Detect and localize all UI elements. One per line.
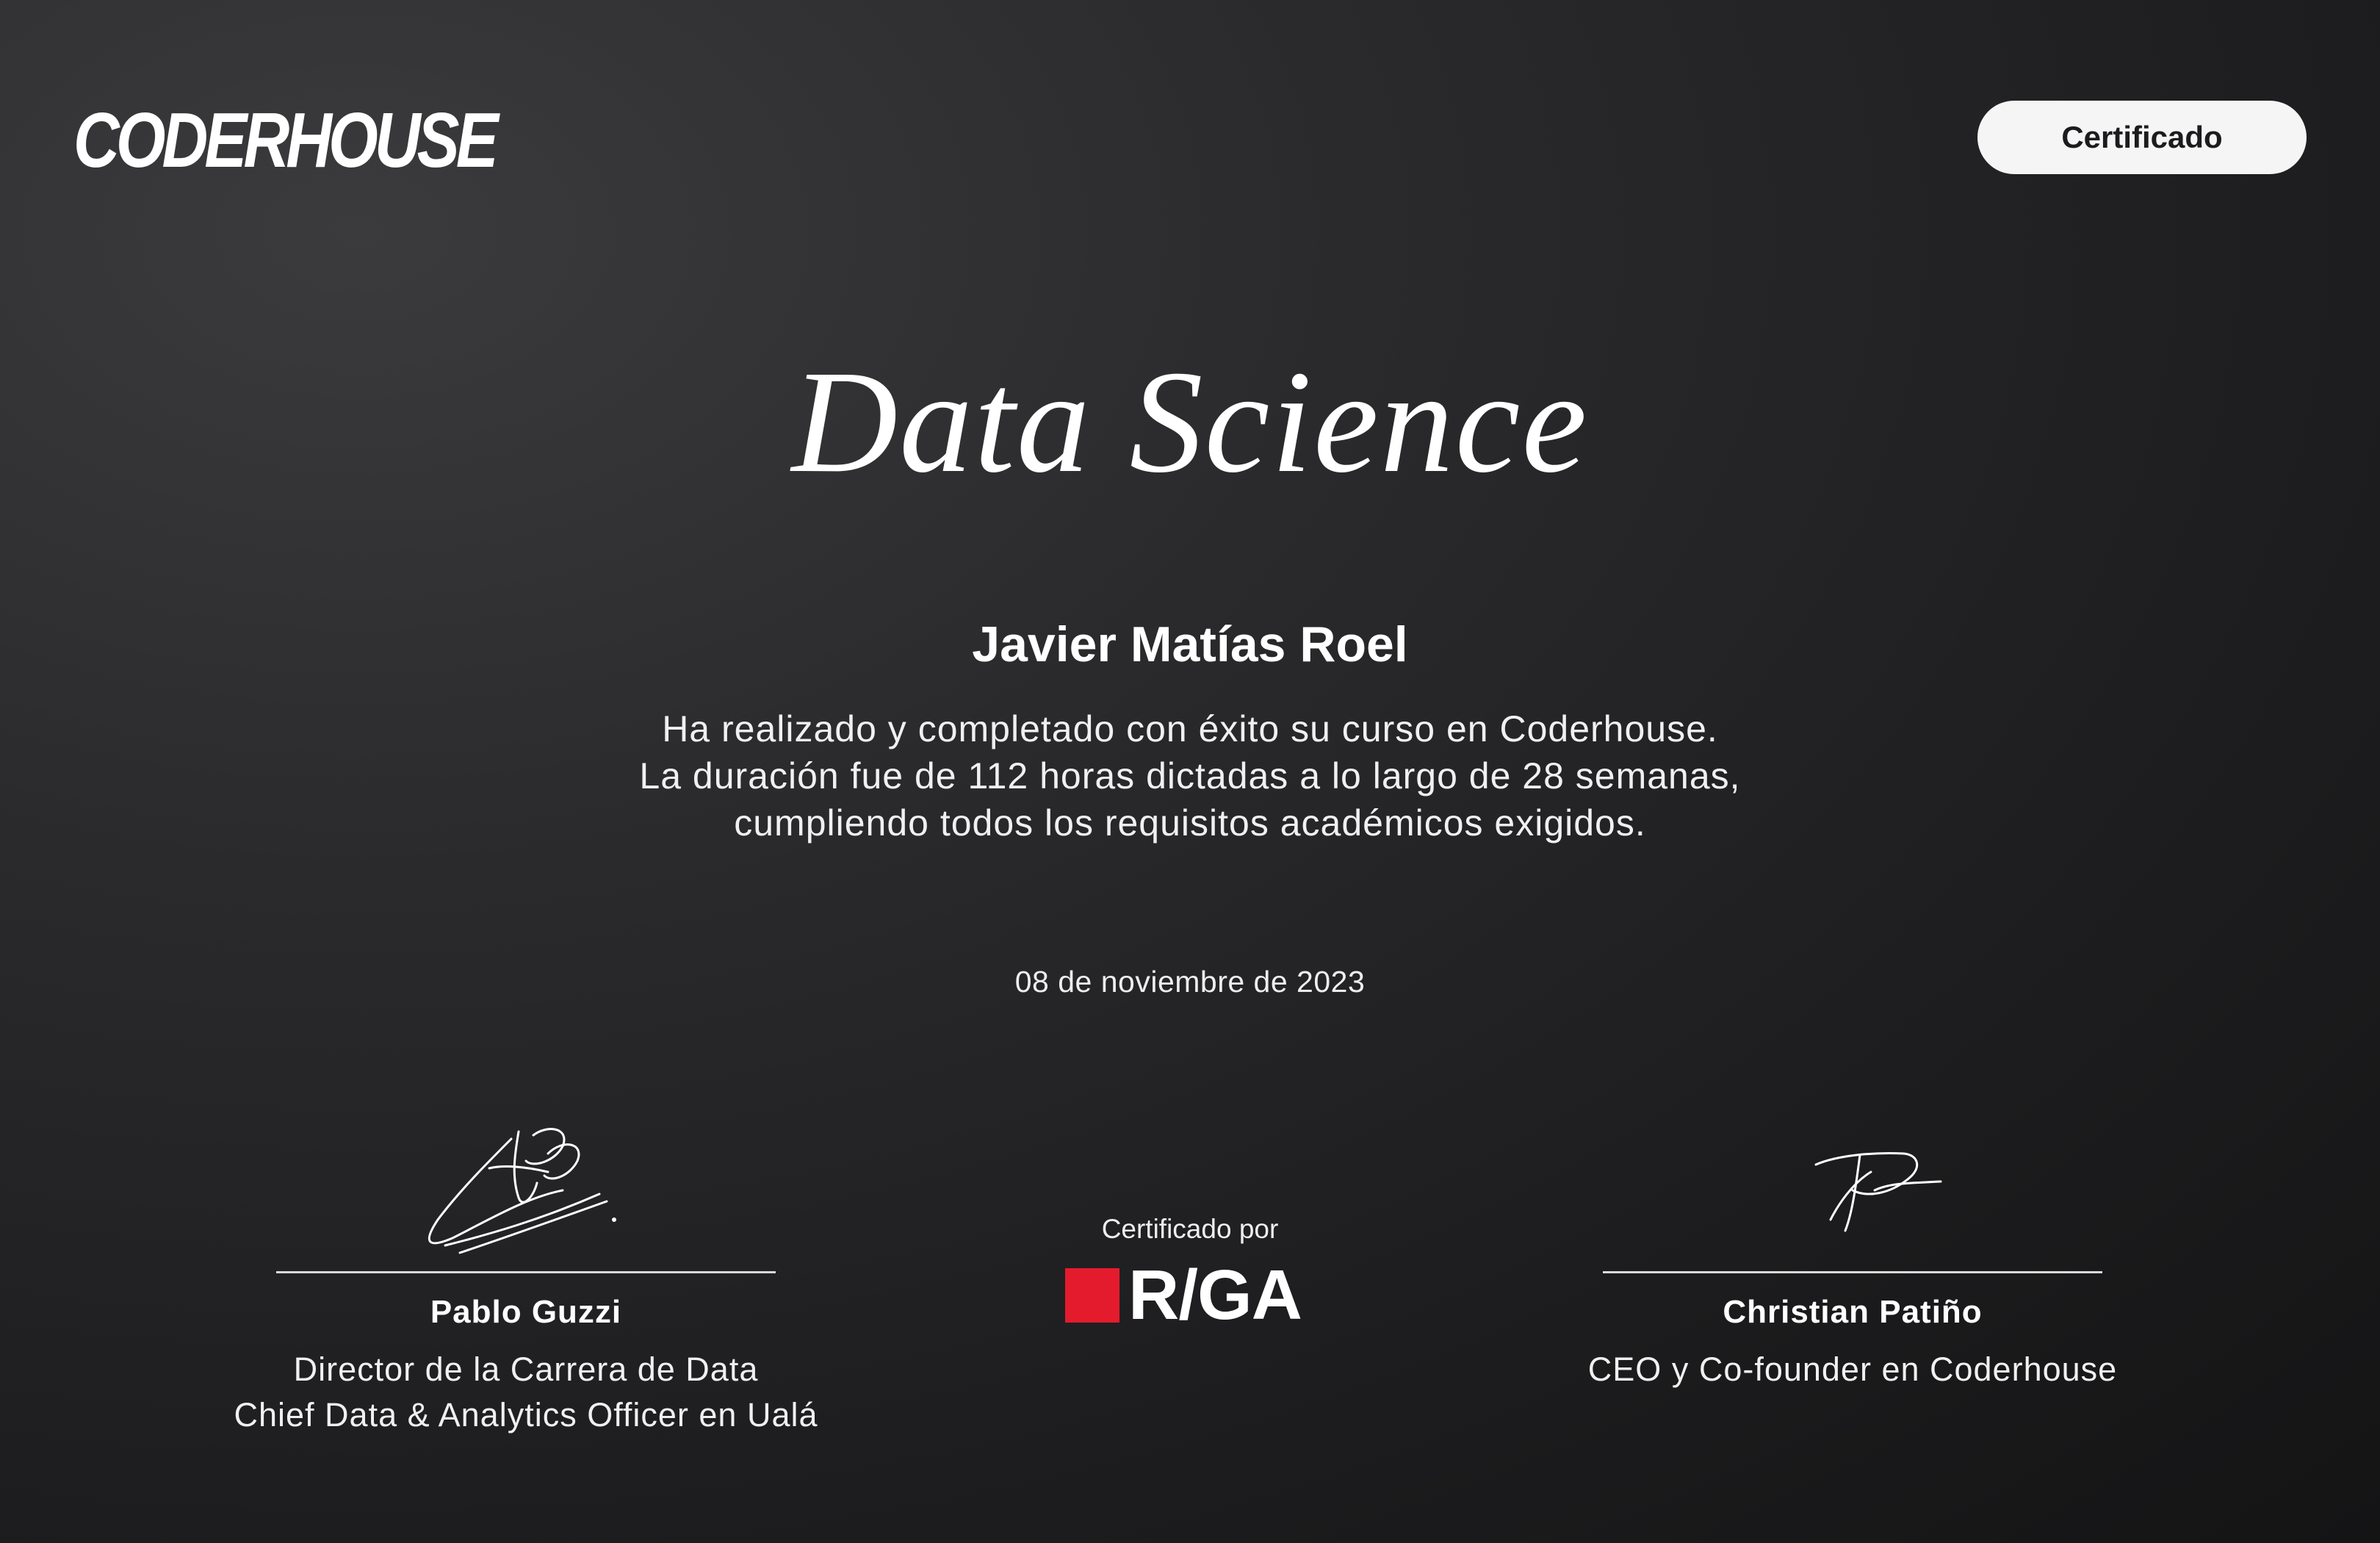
signature-line xyxy=(276,1271,776,1273)
signatory-role-line: Director de la Carrera de Data xyxy=(293,1350,759,1388)
rga-red-square xyxy=(1065,1268,1119,1323)
signatory-role xyxy=(1522,1347,2183,1392)
description-line: La duración fue de 112 horas dictadas a lo largo de 28 semanas, xyxy=(639,755,1741,796)
issue-date: 08 de noviembre de 2023 xyxy=(1014,965,1366,999)
signatory-name: Christian Patiño xyxy=(1723,1294,1983,1330)
signature-block-left xyxy=(195,1109,857,1438)
coderhouse-logo: CODERHOUSE xyxy=(73,97,495,184)
rga-logo xyxy=(1065,1256,1302,1334)
signatory-role-line: Chief Data & Analytics Officer en Ualá xyxy=(234,1396,818,1434)
signature-line xyxy=(1603,1271,2102,1273)
signature-christian-patino xyxy=(1595,1109,2110,1271)
description-line: cumpliendo todos los requisitos académicos exigidos. xyxy=(734,802,1646,844)
certified-by-label: Certificado por xyxy=(1101,1214,1279,1244)
signature-pablo-guzzi xyxy=(269,1109,783,1271)
signature-block-right xyxy=(1522,1109,2183,1392)
student-name: Javier Matías Roel xyxy=(972,616,1408,672)
signatory-name: Pablo Guzzi xyxy=(430,1294,622,1330)
signatory-role xyxy=(195,1347,857,1438)
certificate-description xyxy=(0,705,2380,846)
signatory-role-line: CEO y Co-founder en Coderhouse xyxy=(1587,1350,2118,1388)
description-line: Ha realizado y completado con éxito su curso en Coderhouse. xyxy=(662,708,1718,749)
course-title: Data Science xyxy=(791,341,1589,503)
rga-logo-text: R/GA xyxy=(1128,1256,1302,1334)
certificate-badge: Certificado xyxy=(1977,101,2307,174)
